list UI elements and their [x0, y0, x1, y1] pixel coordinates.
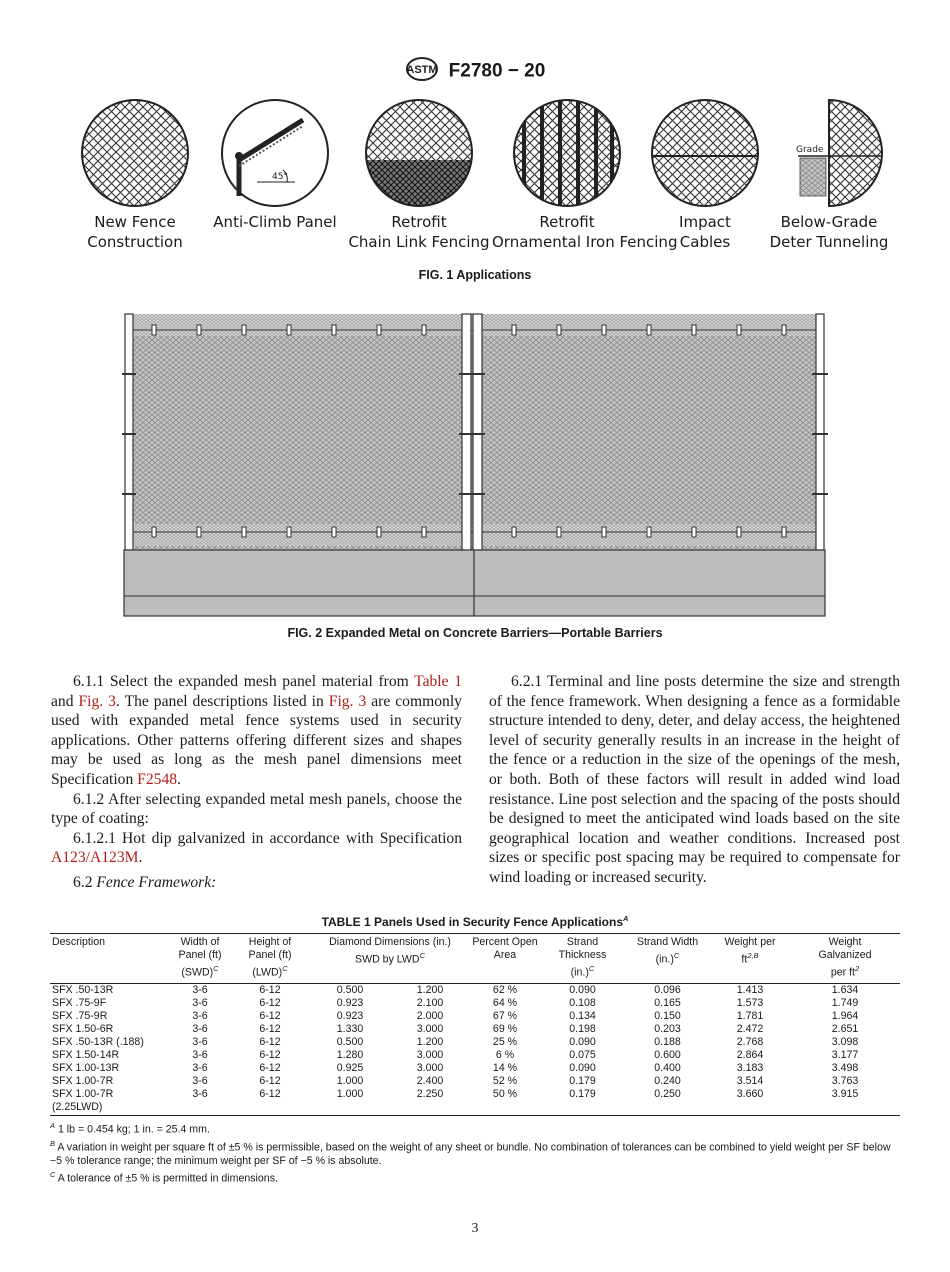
table-cell: 0.250	[654, 1087, 681, 1100]
table-cell: 3.183	[736, 1061, 764, 1074]
header-line: Panel (ft)	[178, 949, 222, 961]
text-run: are commonly used with expanded metal fence systems used in security applications. Other patterns offering different sizes and shapes may be used as long as the mesh panel dimensions meet Specification	[51, 692, 462, 788]
table-cell: 0.090	[569, 1035, 596, 1048]
table-cell: 1.964	[831, 1009, 859, 1022]
col-percent-open	[470, 934, 540, 984]
table-row	[50, 983, 900, 997]
fig1-label-line2: Construction	[87, 233, 183, 251]
table-cell-empty	[470, 1101, 540, 1116]
table-cell: 52 %	[492, 1074, 518, 1087]
col-weight	[710, 934, 790, 984]
table-cell: 0.075	[569, 1048, 596, 1061]
table-cell: 50 %	[492, 1087, 518, 1100]
table-cell: SFX 1.00-7R	[52, 1074, 114, 1087]
mesh-clip	[197, 527, 201, 537]
footnote-mark: C	[673, 951, 680, 960]
table-cell: 0.400	[654, 1061, 681, 1074]
angle-label: 45°	[272, 172, 288, 182]
footnote-a	[50, 1119, 900, 1137]
table-cell: 3-6	[192, 996, 208, 1009]
table-cell: 3-6	[192, 1061, 208, 1074]
fig1-label-line1: Retrofit	[391, 213, 447, 231]
mesh-clip	[692, 527, 696, 537]
page-header	[0, 56, 950, 87]
a123-link[interactable]: A123/A123M	[51, 849, 139, 867]
header-line: per ft	[830, 966, 855, 979]
table-cell: 1.280	[336, 1048, 364, 1061]
table-cell: 3-6	[192, 1009, 208, 1022]
table-row	[50, 1036, 900, 1049]
fig1-below-grade	[754, 98, 904, 252]
mesh-clip	[242, 527, 246, 537]
mesh-clip	[782, 527, 786, 537]
fig1-anti-climb-image	[217, 98, 333, 208]
footnote-text: A variation in weight per square ft of ±5 % is permissible, based on the weight of any sheet or bundle. No combination of tolerances can be combined to yield weight per SF below −5 % tolerance range; the minimum weight per SF of −5 % is absolute.	[50, 1141, 891, 1167]
fig1-impact-cables-image	[650, 98, 760, 208]
header-line: Thickness	[558, 949, 607, 961]
mesh-clip	[287, 527, 291, 537]
mesh-clip	[647, 325, 651, 335]
table-cell: 1.000	[336, 1074, 364, 1087]
table-cell: 1.200	[416, 983, 444, 996]
footnote-mark: C	[419, 951, 425, 960]
table-cell: 0.134	[569, 1009, 596, 1022]
mesh-clip	[332, 325, 336, 335]
table-cell: 0.203	[654, 1022, 681, 1035]
table-1-link[interactable]: Table 1	[414, 673, 463, 690]
col-description: Description	[50, 934, 170, 984]
table-header-row	[50, 934, 900, 984]
table-footnotes	[50, 1119, 900, 1187]
footnote-mark: A	[50, 1120, 56, 1130]
table-title	[50, 914, 900, 929]
table-cell: 0.500	[336, 983, 364, 996]
mesh-clip	[647, 527, 651, 537]
mesh-clip	[557, 527, 561, 537]
table-cell: 1.634	[831, 983, 859, 996]
table-cell: 3.000	[416, 1061, 444, 1074]
fig1-retrofit-chain-link	[344, 98, 494, 252]
table-cell: 1.413	[736, 983, 764, 996]
mesh-clip	[512, 527, 516, 537]
table-cell: 3.177	[831, 1048, 859, 1061]
table-row-continuation	[50, 1101, 900, 1116]
table-cell: SFX .75-9R	[52, 1009, 108, 1022]
table-cell: 3.098	[831, 1035, 859, 1048]
header-line: (in.)	[655, 953, 674, 966]
header-line: (SWD)	[181, 966, 214, 979]
table-cell: 3.915	[831, 1087, 859, 1100]
table-cell: 0.150	[654, 1009, 681, 1022]
table-cell: 14 %	[492, 1061, 518, 1074]
fig1-label-line1: Impact	[679, 213, 731, 231]
table-cell-empty	[710, 1101, 790, 1116]
table-cell: 0.179	[569, 1074, 596, 1087]
panels-table	[50, 933, 900, 1116]
text-run: .	[177, 770, 181, 788]
header-line: Diamond Dimensions (in.)	[329, 936, 451, 948]
table-cell: 6-12	[259, 1087, 281, 1100]
table-cell: 67 %	[492, 1009, 518, 1022]
table-cell: 3-6	[192, 983, 208, 996]
figure-1	[60, 98, 890, 278]
table-cell-empty	[230, 1101, 310, 1116]
footnote-mark: C	[50, 1170, 56, 1180]
table-cell: 6 %	[495, 1048, 515, 1061]
fig1-new-fence-image	[80, 98, 190, 208]
table-cell: 0.188	[654, 1035, 681, 1048]
mesh-clip	[152, 325, 156, 335]
table-cell: 2.768	[736, 1035, 764, 1048]
table-cell-empty	[310, 1101, 390, 1116]
table-cell: 3.514	[736, 1074, 764, 1087]
table-cell-empty	[390, 1101, 470, 1116]
table-cell: 3-6	[192, 1022, 208, 1035]
mesh-clip	[512, 325, 516, 335]
table-cell: 0.090	[569, 1061, 596, 1074]
table-row	[50, 1075, 900, 1088]
col-strand-thickness	[540, 934, 625, 984]
table-cell: 6-12	[259, 1035, 281, 1048]
fig1-label-line2: Chain Link Fencing	[348, 233, 490, 251]
header-line: Width of	[180, 936, 220, 948]
table-cell: 3.000	[416, 1048, 444, 1061]
header-line: (in.)	[570, 966, 589, 979]
fig1-label-line1: New Fence	[94, 213, 176, 231]
fig1-below-grade-image	[764, 98, 894, 208]
table-row	[50, 997, 900, 1010]
footnote-text: A tolerance of ±5 % is permitted in dimensions.	[57, 1172, 278, 1185]
mesh-clip	[287, 325, 291, 335]
table-cell: 6-12	[259, 1009, 281, 1022]
table-cell: 1.749	[831, 996, 859, 1009]
table-cell: SFX 1.00-13R	[52, 1061, 120, 1074]
fig1-label-line2: Ornamental Iron Fencing	[492, 233, 678, 251]
mesh-clip	[737, 527, 741, 537]
mesh-clip	[737, 325, 741, 335]
table-cell-empty	[625, 1101, 710, 1116]
page-number: 3	[471, 1221, 479, 1236]
grade-label: Grade	[796, 145, 824, 155]
table-cell: 1.330	[336, 1022, 364, 1035]
section-number: 6.2	[73, 873, 97, 891]
table-cell: 2.472	[736, 1022, 764, 1035]
table-cell: 0.923	[336, 996, 364, 1009]
table-1	[50, 914, 900, 1186]
footnote-mark: C	[588, 964, 595, 973]
header-line: Strand Width	[636, 936, 699, 948]
mesh-clip	[422, 527, 426, 537]
col-weight-galvanized	[790, 934, 900, 984]
table-cell: SFX .75-9F	[52, 996, 107, 1009]
mesh-clip	[152, 527, 156, 537]
footnote-text: 1 lb = 0.454 kg; 1 in. = 25.4 mm.	[57, 1123, 210, 1136]
header-line: Weight	[828, 936, 862, 948]
table-cell: 0.925	[336, 1061, 364, 1074]
paragraph-6-2	[51, 873, 462, 893]
table-cell: 1.781	[736, 1009, 764, 1022]
table-cell: 0.240	[654, 1074, 681, 1087]
table-cell: 6-12	[259, 996, 281, 1009]
table-row	[50, 1023, 900, 1036]
table-cell: 3.000	[416, 1022, 444, 1035]
header-line: (LWD)	[252, 966, 283, 979]
table-cell: 62 %	[492, 983, 518, 996]
paragraph-6-1-2-1	[51, 829, 462, 868]
table-cell: 6-12	[259, 1074, 281, 1087]
text-column-left	[51, 672, 462, 893]
f2548-link[interactable]: F2548	[137, 770, 178, 788]
table-cell: 69 %	[492, 1022, 518, 1035]
astm-logo	[405, 56, 439, 87]
table-cell: 3-6	[192, 1035, 208, 1048]
table-cell: 2.400	[416, 1074, 444, 1087]
table-cell: 3-6	[192, 1074, 208, 1087]
header-line: Galvanized	[818, 949, 872, 961]
header-line: Percent Open	[472, 936, 538, 948]
text-run: . The panel descriptions listed in	[115, 692, 329, 710]
fig-3-link[interactable]: Fig. 3	[328, 692, 367, 710]
footnote-b	[50, 1137, 900, 1169]
paragraph-6-2-1: 6.2.1 Terminal and line posts determine the size and strength of the fence framework. When designing a fence as a formidable structure intended to deny, deter, and delay access, the heightened level of security generally results in an increase in the height of the fence or a reduction in the size of the openings of the mesh, or both. Both of these factors will result in added wind load resistance. Line post selection and the spacing of the posts should be designed to meet the anticipated wind loads based on the site geographical location and weather conditions. Increased post sizes or specific post spacing may be required to compensate for wind loading or increased security.	[489, 673, 900, 886]
col-width	[170, 934, 230, 984]
col-strand-width	[625, 934, 710, 984]
table-cell: 2.000	[416, 1009, 444, 1022]
fig-3-link[interactable]: Fig. 3	[78, 692, 116, 710]
table-cell: SFX 1.50-6R	[52, 1022, 114, 1035]
text-run: 6.1.1 Select the expanded mesh panel material from	[73, 673, 415, 690]
standard-code: F2780 − 20	[448, 60, 546, 82]
fig1-retrofit-ornamental	[492, 98, 678, 252]
table-cell: 1.573	[736, 996, 764, 1009]
text-run: 6.1.2.1 Hot dip galvanized in accordance with Specification	[73, 829, 462, 847]
table-cell: 0.198	[569, 1022, 596, 1035]
svg-text:ASTM: ASTM	[406, 64, 438, 76]
mesh-clip	[602, 527, 606, 537]
mesh-clip	[557, 325, 561, 335]
text-run: and	[51, 692, 79, 710]
table-cell: 0.500	[336, 1035, 364, 1048]
footnote-mark: 2	[854, 964, 860, 973]
table-cell: 3-6	[192, 1087, 208, 1100]
fig1-retrofit-ornamental-image	[512, 98, 622, 208]
col-height	[230, 934, 310, 984]
fig1-label-line1: Retrofit	[539, 213, 595, 231]
header-line: ft	[741, 953, 748, 966]
table-cell: 25 %	[492, 1035, 518, 1048]
fig1-retrofit-chain-link-image	[364, 98, 474, 208]
table-cell: 0.600	[654, 1048, 681, 1061]
table-cell: 3.498	[831, 1061, 859, 1074]
header-line: Height of	[248, 936, 292, 948]
table-title-text: TABLE 1 Panels Used in Security Fence Applications	[321, 915, 623, 929]
fig1-new-fence	[60, 98, 210, 252]
table-cell: 0.096	[654, 983, 681, 996]
figure-2-image	[122, 310, 828, 620]
text-run: .	[138, 849, 143, 867]
col-diamond-dimensions	[310, 934, 470, 984]
table-cell: 6-12	[259, 1061, 281, 1074]
table-cell: 3.660	[736, 1087, 764, 1100]
table-cell: 0.923	[336, 1009, 364, 1022]
fig1-label-line2: Cables	[679, 233, 731, 251]
table-cell: 3.763	[831, 1074, 859, 1087]
section-title: Fence Framework:	[96, 873, 217, 891]
footnote-mark: A	[623, 914, 629, 923]
fig1-anti-climb	[200, 98, 350, 232]
footnote-mark: 2,B	[747, 951, 759, 960]
table-cell: 2.100	[416, 996, 444, 1009]
header-line: Strand	[566, 936, 599, 948]
footnote-c	[50, 1168, 900, 1186]
footnote-mark: C	[213, 964, 219, 973]
fig1-label-line1: Below-Grade	[780, 213, 878, 231]
mesh-clip	[422, 325, 426, 335]
mesh-clip	[377, 325, 381, 335]
table-cell-empty	[790, 1101, 900, 1116]
table-cell: 0.090	[569, 983, 596, 996]
table-cell: 1.200	[416, 1035, 444, 1048]
header-line: SWD by LWD	[355, 953, 420, 966]
fig1-label-line2: Deter Tunneling	[769, 233, 889, 251]
table-cell: 3-6	[192, 1048, 208, 1061]
table-cell: SFX .50-13R (.188)	[52, 1035, 144, 1048]
table-row	[50, 1010, 900, 1023]
mesh-clip	[242, 325, 246, 335]
table-cell: (2.25LWD)	[50, 1101, 170, 1116]
table-cell: 2.651	[831, 1022, 859, 1035]
fig1-label-line1: Anti-Climb Panel	[213, 213, 337, 231]
table-cell-empty	[170, 1101, 230, 1116]
footnote-mark: C	[282, 964, 288, 973]
table-cell: 6-12	[259, 1022, 281, 1035]
table-cell: SFX .50-13R	[52, 983, 114, 996]
table-row	[50, 1062, 900, 1075]
table-cell: 0.165	[654, 996, 681, 1009]
mesh-clip	[782, 325, 786, 335]
text-column-right	[489, 672, 900, 888]
mesh-clip	[332, 527, 336, 537]
table-cell: 2.864	[736, 1048, 764, 1061]
figure-1-caption: FIG. 1 Applications	[418, 268, 532, 282]
table-cell: 6-12	[259, 1048, 281, 1061]
table-row	[50, 1049, 900, 1062]
table-cell-empty	[540, 1101, 625, 1116]
table-cell: 0.179	[569, 1087, 596, 1100]
mesh-clip	[377, 527, 381, 537]
mesh-clip	[692, 325, 696, 335]
table-row	[50, 1088, 900, 1101]
header-line: Weight per	[724, 936, 776, 948]
mesh-clip	[602, 325, 606, 335]
table-cell: SFX 1.50-14R	[52, 1048, 120, 1061]
table-cell: 0.108	[569, 996, 596, 1009]
table-cell: 2.250	[416, 1087, 444, 1100]
header-line: Area	[493, 949, 517, 961]
table-cell: 1.000	[336, 1087, 364, 1100]
footnote-mark: B	[50, 1138, 56, 1148]
table-cell: 6-12	[259, 983, 281, 996]
paragraph-6-1-1	[51, 672, 462, 790]
paragraph-6-1-2: 6.1.2 After selecting expanded metal mesh panels, choose the type of coating:	[51, 790, 462, 828]
figure-2-caption: FIG. 2 Expanded Metal on Concrete Barriers—Portable Barriers	[287, 626, 663, 640]
table-cell: SFX 1.00-7R	[52, 1087, 114, 1100]
mesh-clip	[197, 325, 201, 335]
table-cell: 64 %	[492, 996, 518, 1009]
header-line: Panel (ft)	[248, 949, 292, 961]
